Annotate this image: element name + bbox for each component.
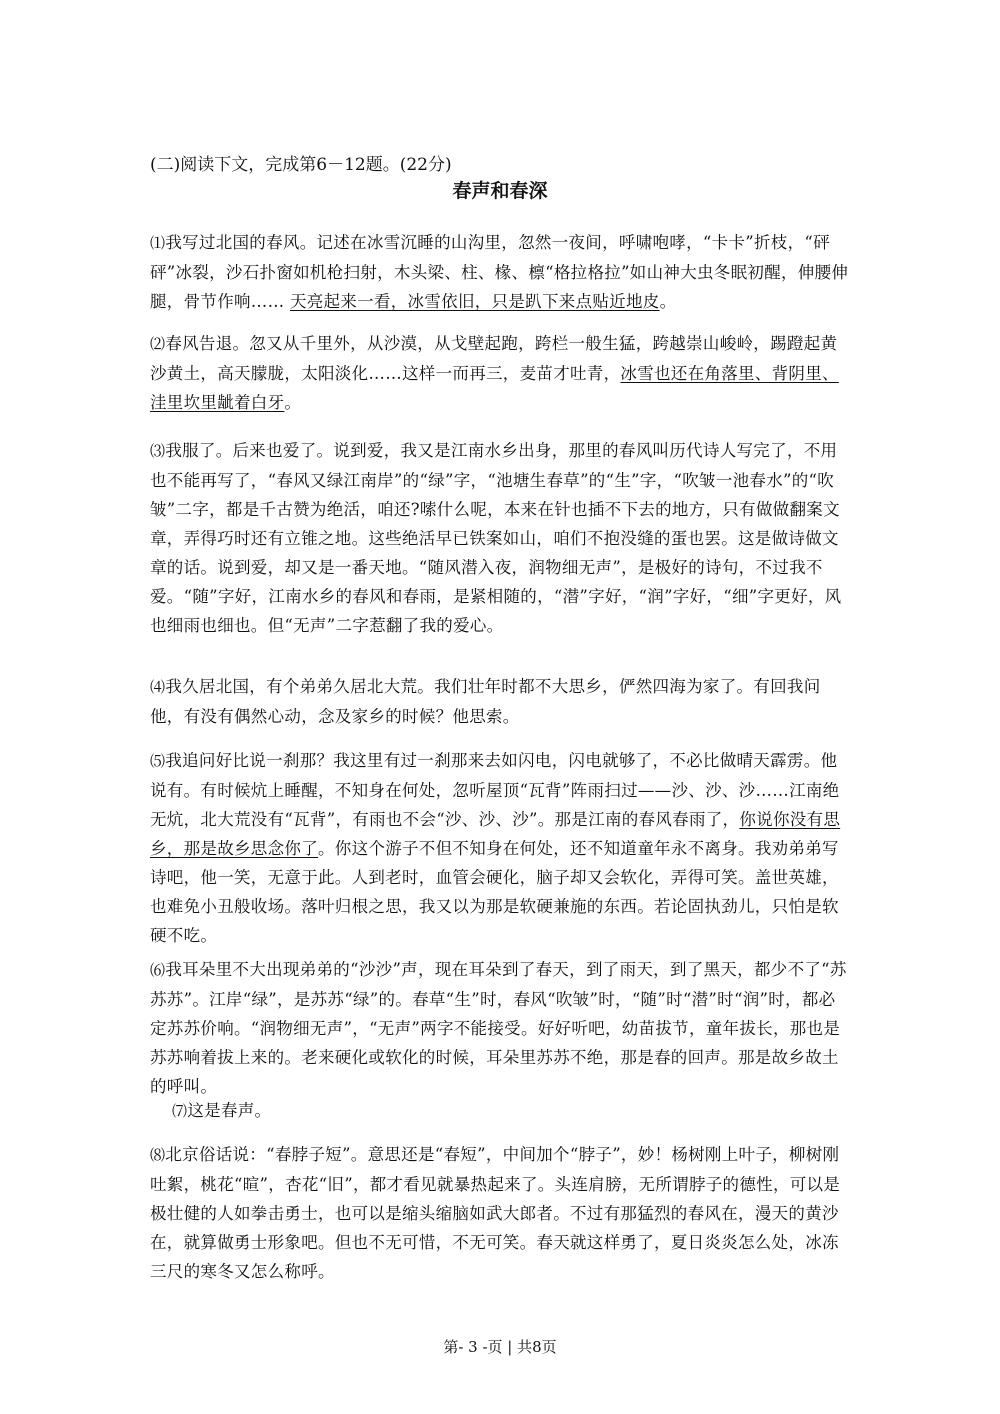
section-intro: (二)阅读下文，完成第6－12题。(22分) <box>150 155 452 175</box>
page-number: 第- 3 -页 | 共8页 <box>443 1338 557 1356</box>
paragraph-1: ⑴我写过北国的春风。记述在冰雪沉睡的山沟里，忽然一夜间，呼啸咆哮，“卡卡”折枝，“砰砰”冰裂，沙石扑窗如机枪扫射，木头梁、柱、椽、檩“格拉格拉”如山神大虫冬眠初醒，伸腰伸腿，骨节作响…… 天亮起来一看，冰雪依旧，只是趴下来点贴近地皮。 <box>150 233 849 311</box>
underlined-sentence: 你说你没有思乡，那是故乡思念你了 <box>150 810 841 858</box>
article-title: 春声和春深 <box>452 180 548 202</box>
paragraph-7: ⑺这是春声。 <box>172 1101 272 1120</box>
paragraph-6: ⑹我耳朵里不大出现弟弟的“沙沙”声，现在耳朵到了春天，到了雨天，到了黑天，都少不了“苏苏苏”。江岸“绿”，是苏苏“绿”的。春草“生”时，春风“吹皱”时，“随”时“潜”时“润”时，都必定苏苏价响。“润物细无声”，“无声”两字不能接受。好好听吧，幼苗拔节，童年拔长，那也是苏苏响着拔上来的。老来硬化或软化的时候，耳朵里苏苏不绝，那是春的回声。那是故乡故土的呼叫。 <box>150 960 847 1096</box>
paragraph-8: ⑻北京俗话说：“春脖子短”。意思还是“春短”，中间加个“脖子”，妙！杨树刚上叶子，柳树刚吐絮，桃花“暄”，杏花“旧”，都才看见就暴热起来了。头连肩膀，无所谓脖子的德性，可以是极壮健的人如拳击勇士，也可以是缩头缩脑如武大郎者。不过有那猛烈的春风在，漫天的黄沙在，就算做勇士形象吧。但也不无可惜，不无可笑。春天就这样勇了，夏日炎炎怎么处，冰冻三尺的寒冬又怎么称呼。 <box>150 1145 841 1281</box>
paragraph-2: ⑵春风告退。忽又从千里外，从沙漠，从戈壁起跑，跨栏一般生猛，跨越崇山峻岭，踢蹬起黄沙黄土，高天朦胧，太阳淡化……这样一而再三，麦苗才吐青，冰雪也还在角落里、背阴里、洼里坎里龇着白牙。 <box>150 334 839 412</box>
underlined-sentence: 冰雪也还在角落里、背阴里、洼里坎里龇着白牙 <box>150 364 839 412</box>
paragraph-5: ⑸我追问好比说一刹那？我这里有过一刹那来去如闪电，闪电就够了，不必比做晴天霹雳。他说有。有时候炕上睡醒，不知身在何处，忽听屋顶“瓦背”阵雨扫过——沙、沙、沙……江南绝无炕，北大荒没有“瓦背”，有雨也不会“沙、沙、沙”。那是江南的春风春雨了，你说你没有思乡，那是故乡思念你了。你这个游子不但不知身在何处，还不知道童年永不离身。我劝弟弟写诗吧，他一笑，无意于此。人到老时，血管会硬化，脑子却又会软化，弄得可笑。盖世英雄，也难免小丑般收场。落叶归根之思，我又以为那是软硬兼施的东西。若论固执劲儿，只怕是软硬不吃。 <box>150 751 841 945</box>
paragraph-4: ⑷我久居北国，有个弟弟久居北大荒。我们壮年时都不大思乡，俨然四海为家了。有回我问他，有没有偶然心动，念及家乡的时候？他思索。 <box>150 677 821 726</box>
underlined-sentence: 天亮起来一看，冰雪依旧，只是趴下来点贴近地皮 <box>289 292 660 311</box>
paragraph-3: ⑶我服了。后来也爱了。说到爱，我又是江南水乡出身，那里的春风叫历代诗人写完了，不用也不能再写了，“春风又绿江南岸”的“绿”字，“池塘生春草”的“生”字，“吹皱一池春水”的“吹皱”二字，都是千古赞为绝活，咱还?嗦什么呢，本来在针也插不下去的地方，只有做做翻案文章，弄得巧时还有立锥之地。这些绝活早已铁案如山，咱们不抱没缝的蛋也罢。这是做诗做文章的话。说到爱，却又是一番天地。“随风潜入夜，润物细无声”，是极好的诗句，不过我不爱。“随”字好，江南水乡的春风和春雨，是紧相随的，“潜”字好，“润”字好，“细”字更好，风也细雨也细也。但“无声”二字惹翻了我的爱心。 <box>150 441 842 635</box>
